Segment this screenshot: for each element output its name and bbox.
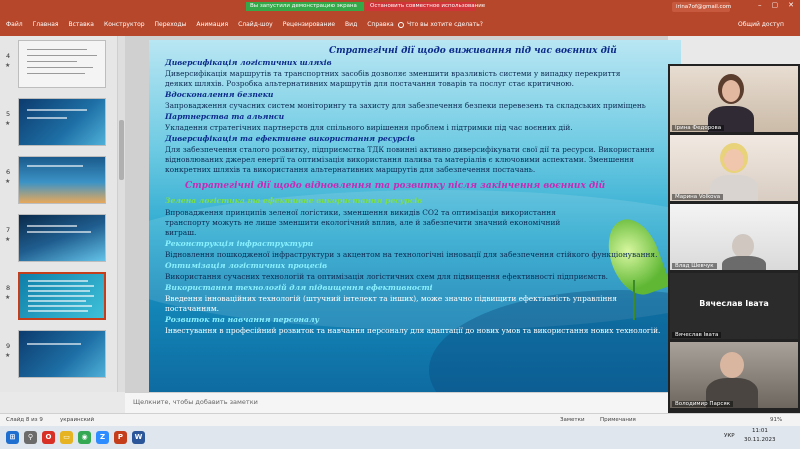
clock-date: 30.11.2023: [744, 437, 776, 443]
transition-star-icon: ★: [5, 120, 11, 127]
account-chip[interactable]: irina7of@gmail.com: [672, 2, 730, 12]
transition-star-icon: ★: [5, 178, 11, 185]
chrome-icon[interactable]: ◉: [78, 431, 91, 444]
ribbon-tabs: [6, 20, 394, 30]
slide-title-recovery: Стратегічні дії щодо відновлення та розвитку після закінчення воєнних дій: [185, 181, 606, 191]
opera-icon[interactable]: O: [42, 431, 55, 444]
slide-title-survival: Стратегічні дії щодо виживання під час воєнних дій: [329, 46, 617, 56]
slide-editor: [125, 36, 668, 392]
slide-number: 8: [6, 284, 11, 292]
status-bar: [0, 413, 800, 426]
window-controls: [758, 1, 794, 9]
windows-taskbar: [0, 426, 800, 449]
body-text: конкретних шляхів та використання альтернативних маршрутів для забезпечення постачань.: [165, 165, 536, 174]
participant-face: [722, 80, 740, 102]
share-button[interactable]: Общий доступ: [738, 21, 784, 28]
file-explorer-icon[interactable]: ▭: [60, 431, 73, 444]
heading-reconstruction: Реконструкція інфраструктури: [165, 239, 314, 248]
slide-number: 6: [6, 168, 11, 176]
heading-resources: Диверсифікація та ефективне використання ресурсів: [165, 134, 415, 143]
body-text: деяких шляхів. Розробка альтернативних маршрутів для постачання товарів та послуг стає критичною.: [165, 79, 574, 88]
thumbnail-row-active[interactable]: [0, 268, 118, 324]
heading-partnerships: Партнерства та альянси: [165, 112, 285, 121]
current-slide[interactable]: [149, 40, 681, 396]
powerpoint-icon[interactable]: P: [114, 431, 127, 444]
tab-file[interactable]: Файл: [6, 21, 23, 28]
participant-face: [724, 149, 744, 171]
notes-placeholder: Щелкните, чтобы добавить заметки: [133, 398, 258, 406]
slide-number: 9: [6, 342, 11, 350]
thumbnail-row[interactable]: [0, 326, 118, 382]
search-icon[interactable]: ⚲: [24, 431, 37, 444]
transition-star-icon: ★: [5, 62, 11, 69]
tab-transitions[interactable]: Переходы: [154, 21, 187, 28]
start-windows-icon[interactable]: ⊞: [6, 431, 19, 444]
participant-face: [732, 234, 754, 258]
body-text: постачанням.: [165, 304, 219, 313]
screen-share-notice: Вы запустили демонстрацию экрана: [246, 2, 364, 11]
leaf-stem: [633, 280, 635, 320]
participant-name: Ірина Федорова: [672, 125, 724, 131]
scrollbar-thumb[interactable]: [119, 120, 124, 180]
body-text: Відновлення пошкодженої інфраструктури з акцентом на технологічні інновації для забезпечення стійкого функціонування.: [165, 250, 658, 259]
minimize-icon[interactable]: –: [758, 1, 762, 9]
stop-sharing-button[interactable]: Остановить совместное использование: [366, 2, 476, 11]
heading-optimization: Оптимізація логістичних процесів: [165, 261, 328, 270]
participant-tile[interactable]: [670, 342, 798, 408]
slide-thumbnail[interactable]: [18, 156, 106, 204]
participant-tile[interactable]: [670, 66, 798, 132]
body-text: Впровадження принципів зеленої логістики, зменшення викидів CO2 та оптимізація використання: [165, 208, 556, 217]
body-text: Використання сучасних технологій та оптимізація логістичних схем для підвищення ефективності підприємств.: [165, 272, 608, 281]
heading-technology: Використання технологій для підвищення ефективності: [165, 283, 433, 292]
body-text: відновлюваних джерел енергії та оптимізація використання палива та матеріалів є ключовими аспектами. Зменшення: [165, 155, 634, 164]
tell-me-label: Что вы хотите сделать?: [407, 21, 483, 28]
heading-logistics-diversification: Диверсифікація логістичних шляхів: [165, 58, 332, 67]
slide-thumbnail[interactable]: [18, 214, 106, 262]
body-text: Диверсифікація маршрутів та транспортних засобів дозволяє зменшити вразливість системи у випадку перекриття: [165, 69, 621, 78]
body-text: Запровадження сучасних систем моніторингу та захисту для забезпечення безпеки перевезень та складських приміщень: [165, 101, 646, 110]
participant-name: Влад Шевчук: [672, 263, 717, 269]
maximize-icon[interactable]: ▢: [771, 1, 779, 9]
tab-design[interactable]: Конструктор: [103, 21, 145, 28]
heading-staff-training: Розвиток та навчання персоналу: [165, 315, 320, 324]
slide-thumbnail-selected[interactable]: [18, 272, 106, 320]
keyboard-language[interactable]: УКР: [724, 433, 735, 439]
tab-view[interactable]: Вид: [345, 21, 358, 28]
clock-time: 11:01: [752, 428, 768, 434]
participant-name: Володимир Парсяк: [672, 401, 733, 407]
comments-button[interactable]: Примечания: [600, 417, 636, 423]
language-indicator[interactable]: украинский: [60, 417, 95, 423]
thumbnail-row[interactable]: [0, 94, 118, 150]
slide-thumbnails-panel: [0, 36, 118, 392]
tab-animations[interactable]: Анимация: [196, 21, 229, 28]
participant-tile[interactable]: [670, 135, 798, 201]
zoom-level[interactable]: 91%: [770, 417, 783, 423]
slide-number: 5: [6, 110, 11, 118]
transition-star-icon: ★: [5, 236, 11, 243]
body-text: Для забезпечення сталого розвитку, підприємства ТДК повинні активно диверсифікувати свої дії та ресурси. Використання: [165, 145, 655, 154]
video-call-panel: [668, 64, 800, 413]
notes-toggle-button[interactable]: Заметки: [560, 417, 585, 423]
thumbnail-row[interactable]: [0, 152, 118, 208]
body-text: виграш.: [165, 228, 197, 237]
tab-review[interactable]: Рецензирование: [282, 21, 336, 28]
tell-me-search[interactable]: [398, 20, 483, 30]
slide-counter: Слайд 8 из 9: [6, 417, 43, 423]
participant-display-name: Вячеслав Івата: [699, 299, 769, 308]
zoom-app-icon[interactable]: Z: [96, 431, 109, 444]
body-text: Укладення стратегічних партнерств для спільного вирішення проблем і підтримки під час воєнних дій.: [165, 123, 573, 132]
transition-star-icon: ★: [5, 352, 11, 359]
notes-pane[interactable]: [125, 392, 668, 413]
body-text: Інвестування в професійний розвиток та навчання персоналу для адаптації до нових умов та використання нових технологій.: [165, 326, 661, 335]
word-icon[interactable]: W: [132, 431, 145, 444]
slide-number: 7: [6, 226, 11, 234]
body-text: транспорту можуть не лише зменшити екологічний вплив, але й забезпечити значний економічний: [165, 218, 561, 227]
slide-thumbnail[interactable]: [18, 330, 106, 378]
participant-body: [722, 256, 766, 270]
participant-face: [720, 352, 744, 378]
ribbon: [0, 0, 800, 36]
heading-green-logistics: Зелена логістика та ефективне використання ресурсів: [165, 196, 423, 205]
participant-tile[interactable]: [670, 204, 798, 270]
thumbnail-row[interactable]: [0, 36, 118, 92]
participant-name: Марина Volkova: [672, 194, 723, 200]
slide-thumbnail[interactable]: [18, 40, 106, 88]
thumbnails-scrollbar[interactable]: [118, 36, 125, 392]
tab-home[interactable]: Главная: [32, 21, 59, 28]
close-icon[interactable]: ✕: [788, 1, 794, 9]
tab-insert[interactable]: Вставка: [68, 21, 94, 28]
transition-star-icon: ★: [5, 294, 11, 301]
slide-thumbnail[interactable]: [18, 98, 106, 146]
heading-security: Вдосконалення безпеки: [165, 90, 274, 99]
thumbnail-row[interactable]: [0, 210, 118, 266]
slide-number: 4: [6, 52, 11, 60]
participant-tile[interactable]: [670, 273, 798, 339]
body-text: Введення інноваційних технологій (штучний інтелект та інших), може значно підвищити ефективність управління: [165, 294, 617, 303]
tab-slideshow[interactable]: Слайд-шоу: [238, 21, 273, 28]
participant-name: Вячеслав Івата: [672, 332, 721, 338]
lightbulb-icon: [398, 22, 404, 28]
tab-help[interactable]: Справка: [367, 21, 394, 28]
